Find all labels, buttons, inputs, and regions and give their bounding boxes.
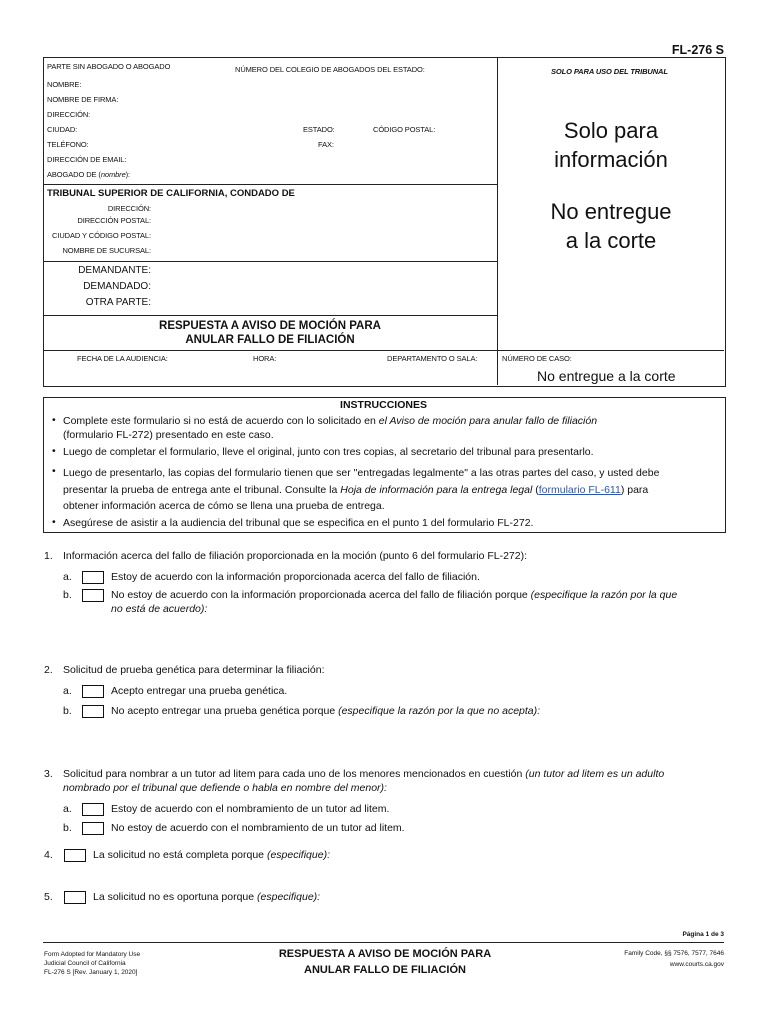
watermark-info: [498, 116, 724, 174]
court-use-label: SOLO PARA USO DEL TRIBUNAL: [551, 67, 668, 76]
item2a-letter: a.: [63, 685, 72, 697]
footer-title: [243, 946, 527, 978]
footer-code: Family Code, §§ 7576, 7577, 7646: [624, 950, 724, 957]
bullet-3: •: [52, 465, 56, 477]
footer-left1: Form Adopted for Mandatory Use: [44, 951, 141, 958]
form-number: FL-276 S: [671, 43, 724, 57]
item1b-checkbox[interactable]: [82, 589, 104, 602]
respondent-label: DEMANDADO:: [83, 281, 151, 292]
watermark-line1: Solo para: [563, 118, 659, 143]
footer-title-line2: ANULAR FALLO DE FILIACIÓN: [304, 964, 466, 976]
instructions-heading: INSTRUCCIONES: [340, 399, 427, 411]
footer-left2: Judicial Council of California: [44, 960, 126, 967]
phone-label: TELÉFONO:: [47, 140, 89, 149]
page-number: Página 1 de 3: [682, 931, 724, 938]
form-title-line1: RESPUESTA A AVISO DE MOCIÓN PARA: [159, 320, 381, 332]
item2b-text: No acepto entregar una prueba genética porque (especifique la razón por la que no acepta):: [111, 705, 541, 717]
bullet-1: •: [52, 414, 56, 426]
fl611-link[interactable]: formulario FL-611: [538, 483, 621, 496]
court-street-label: DIRECCIÓN:: [107, 204, 151, 213]
item1b-letter: b.: [63, 589, 72, 601]
name-label: NOMBRE:: [47, 80, 82, 89]
item2b-letter: b.: [63, 705, 72, 717]
item3a-text: Estoy de acuerdo con el nombramiento de un tutor ad litem.: [111, 803, 390, 815]
attorney-for-label: ABOGADO DE (nombre):: [47, 170, 131, 179]
item2a-text: Acepto entregar una prueba genética.: [111, 685, 288, 697]
court-title: TRIBUNAL SUPERIOR DE CALIFORNIA, CONDADO DE: [47, 188, 295, 199]
footer-left: [44, 950, 140, 977]
footer-website: www.courts.ca.gov: [669, 961, 724, 968]
address-label: DIRECCIÓN:: [47, 110, 91, 119]
other-party-label: OTRA PARTE:: [85, 297, 151, 308]
form-title: [43, 319, 497, 347]
state-label: ESTADO:: [303, 125, 335, 134]
hearing-time-label: HORA:: [253, 354, 277, 363]
item3b-letter: b.: [63, 822, 72, 834]
item1b-text: No estoy de acuerdo con la información proporcionada acerca del fallo de filiación porque (especifique la razón por la que no está de acuerdo):: [111, 589, 678, 615]
instruction-2: Luego de completar el formulario, lleve el original, junto con tres copias, al secretario del tribunal para presentarlo.: [63, 446, 594, 458]
item1a-checkbox[interactable]: [82, 571, 104, 584]
item1a-letter: a.: [63, 571, 72, 583]
item3b-checkbox[interactable]: [82, 822, 104, 835]
watermark-line4: a la corte: [565, 228, 657, 253]
footer-title-line1: RESPUESTA A AVISO DE MOCIÓN PARA: [278, 948, 492, 960]
fax-label: FAX:: [318, 140, 334, 149]
item4-text: La solicitud no está completa porque (especifique):: [93, 849, 330, 861]
firm-label: NOMBRE DE FIRMA:: [47, 95, 119, 104]
watermark-line3: No entregue: [550, 199, 672, 224]
instruction-3: Luego de presentarlo, las copias del formulario tienen que ser "entregadas legalmente" a las otras partes del caso, y usted debe presentar la prueba de entrega ante el tribunal. Consulte la Hoja de información para la entrega legal (formulario FL-611) para obtener información acerca de cómo se llena una prueba de entrega.: [63, 467, 660, 512]
item1-number: 1.: [44, 550, 53, 562]
item1a-text: Estoy de acuerdo con la información proporcionada acerca del fallo de filiación.: [111, 571, 480, 583]
item2-number: 2.: [44, 664, 53, 676]
form-title-line2: ANULAR FALLO DE FILIACIÓN: [185, 334, 355, 346]
item5-text: La solicitud no es oportuna porque (especifique):: [93, 891, 321, 903]
case-number-value: No entregue a la corte: [537, 368, 676, 384]
item5-checkbox[interactable]: [64, 891, 86, 904]
city-label: CIUDAD:: [47, 125, 78, 134]
hearing-dept-label: DEPARTAMENTO O SALA:: [387, 354, 478, 363]
court-cityzip-label: CIUDAD Y CÓDIGO POSTAL:: [52, 231, 151, 240]
item3a-checkbox[interactable]: [82, 803, 104, 816]
watermark-line2: información: [554, 147, 668, 172]
item3a-letter: a.: [63, 803, 72, 815]
bullet-2: •: [52, 445, 56, 457]
bar-number-label: NÚMERO DEL COLEGIO DE ABOGADOS DEL ESTADO:: [235, 65, 425, 74]
petitioner-label: DEMANDANTE:: [78, 265, 151, 276]
item4-number: 4.: [44, 849, 53, 861]
watermark-warning: [498, 197, 724, 255]
instruction-1: Complete este formulario si no está de acuerdo con lo solicitado en el Aviso de moción para anular fallo de filiación (formulario FL-272) presentado en este caso.: [63, 415, 598, 441]
footer-left3: FL-276 S [Rev. January 1, 2020]: [44, 969, 138, 976]
item4-checkbox[interactable]: [64, 849, 86, 862]
case-number-label: NÚMERO DE CASO:: [502, 354, 572, 363]
court-branch-label: NOMBRE DE SUCURSAL:: [62, 246, 151, 255]
item3-text: Solicitud para nombrar a un tutor ad litem para cada uno de los menores mencionados en cuestión (un tutor ad litem es un adulto nombrado por el tribunal que defiende o habla en nombre del menor):: [63, 768, 665, 794]
hearing-date-label: FECHA DE LA AUDIENCIA:: [77, 354, 168, 363]
item5-number: 5.: [44, 891, 53, 903]
zip-label: CÓDIGO POSTAL:: [373, 125, 436, 134]
footer-right: [624, 948, 724, 970]
item3b-text: No estoy de acuerdo con el nombramiento de un tutor ad litem.: [111, 822, 405, 834]
item2b-checkbox[interactable]: [82, 705, 104, 718]
attorney-label: PARTE SIN ABOGADO O ABOGADO: [47, 62, 171, 71]
item2-text: Solicitud de prueba genética para determinar la filiación:: [63, 664, 325, 676]
item1-text: Información acerca del fallo de filiación proporcionada en la moción (punto 6 del formulario FL-272):: [63, 550, 528, 562]
item3-number: 3.: [44, 768, 53, 780]
bullet-4: •: [52, 516, 56, 528]
item2a-checkbox[interactable]: [82, 685, 104, 698]
court-mailing-label: DIRECCIÓN POSTAL:: [77, 216, 151, 225]
email-label: DIRECCIÓN DE EMAIL:: [47, 155, 127, 164]
instruction-4: Asegúrese de asistir a la audiencia del tribunal que se especifica en el punto 1 del formulario FL-272.: [63, 517, 534, 529]
